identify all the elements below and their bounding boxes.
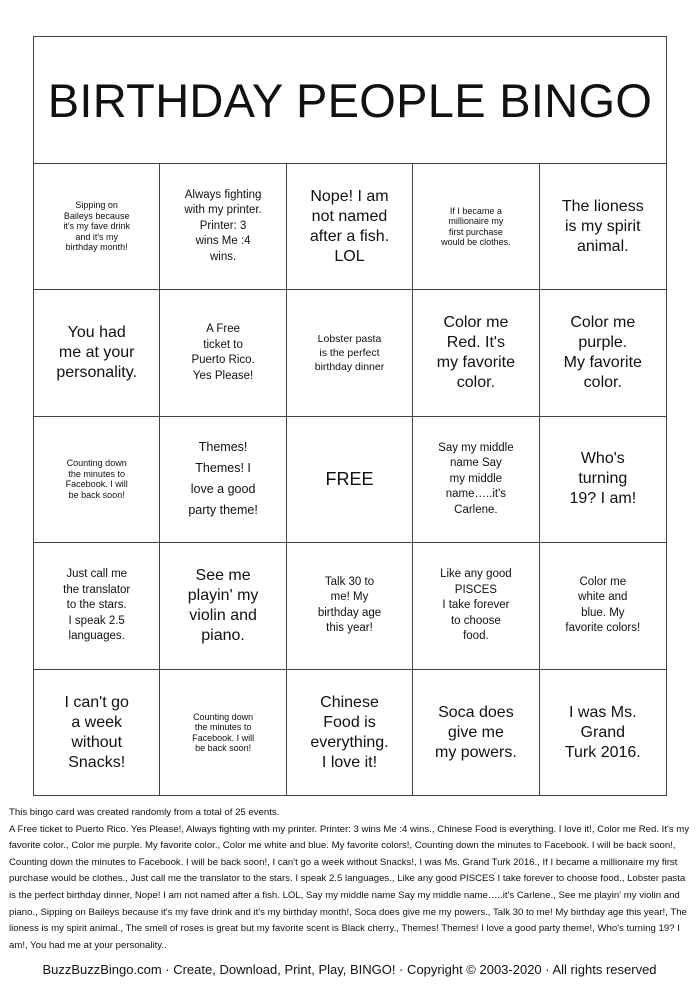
bingo-cell: Who's turning 19? I am! xyxy=(540,417,666,543)
bingo-cell: Sipping on Baileys because it's my fave drink and it's my birthday month! xyxy=(34,164,160,290)
events-intro: This bingo card was created randomly from a total of 25 events. xyxy=(9,807,280,818)
footer-copyright: BuzzBuzzBingo.com · Create, Download, Print, Play, BINGO! · Copyright © 2003-2020 · All rights reserved xyxy=(42,962,657,977)
bingo-cell: I can't go a week without Snacks! xyxy=(34,670,160,796)
bingo-cell: The lioness is my spirit animal. xyxy=(540,164,666,290)
bingo-cell: Color me purple. My favorite color. xyxy=(540,290,666,416)
bingo-cell: Say my middle name Say my middle name…..it's Carlene. xyxy=(413,417,539,543)
bingo-cell: Counting down the minutes to Facebook. I will be back soon! xyxy=(160,670,286,796)
bingo-card xyxy=(33,36,667,796)
bingo-cell: Color me white and blue. My favorite colors! xyxy=(540,543,666,669)
bingo-cell: See me playin' my violin and piano. xyxy=(160,543,286,669)
bingo-cell: Like any good PISCES I take forever to choose food. xyxy=(413,543,539,669)
bingo-cell: Soca does give me my powers. xyxy=(413,670,539,796)
card-title: BIRTHDAY PEOPLE BINGO xyxy=(34,37,666,164)
bingo-cell: A Free ticket to Puerto Rico. Yes Please! xyxy=(160,290,286,416)
bingo-grid xyxy=(34,164,666,796)
bingo-cell: Just call me the translator to the stars. I speak 2.5 languages. xyxy=(34,543,160,669)
bingo-cell: Lobster pasta is the perfect birthday dinner xyxy=(287,290,413,416)
bingo-cell: If I became a millionaire my first purchase would be clothes. xyxy=(413,164,539,290)
bingo-cell: Chinese Food is everything. I love it! xyxy=(287,670,413,796)
events-list: A Free ticket to Puerto Rico. Yes Please!, Always fighting with my printer. Printer: 3 wins Me :4 wins., Chinese Food is everything. I love it!, Color me Red. It's my favorite color., Color me purple. My favorite color., Color me white and blue. My favorite colors!, Counting down the minutes to Facebook. I will be back soon!, Counting down the minutes to Facebook. I will be back soon!, I can't go a week without Snacks!, I was Ms. Grand Turk 2016., If I became a millionaire my first purchase would be clothes., Just call me the translator to the stars. I speak 2.5 languages., Like any good PISCES I take forever to choose food., Lobster pasta is the perfect birthday dinner, Nope! I am not named after a fish. LOL, Say my middle name Say my middle name…..it's Carlene., See me playin' my violin and piano., Sipping on Baileys because it's my fave drink and it's my birthday month!, Soca does give me my powers., Talk 30 to me! My birthday age this year!, The lioness is my spirit animal., The smell of roses is great but my favorite scent is Black cherry., Themes! Themes! I love a good party theme!, Who's turning 19? I am!, You had me at your personality.. xyxy=(9,823,690,951)
bingo-cell: Always fighting with my printer. Printer: 3 wins Me :4 wins. xyxy=(160,164,286,290)
bingo-cell: Talk 30 to me! My birthday age this year! xyxy=(287,543,413,669)
bingo-cell: Themes! Themes! I love a good party theme! xyxy=(160,417,286,543)
bingo-cell: Color me Red. It's my favorite color. xyxy=(413,290,539,416)
bingo-cell: I was Ms. Grand Turk 2016. xyxy=(564,703,641,761)
events-note xyxy=(9,805,693,954)
bingo-cell: Counting down the minutes to Facebook. I will be back soon! xyxy=(34,417,160,543)
free-space: FREE xyxy=(287,417,413,543)
bingo-cell: You had me at your personality. xyxy=(34,290,160,416)
bingo-cell: Nope! I am not named after a fish. LOL xyxy=(287,164,413,290)
